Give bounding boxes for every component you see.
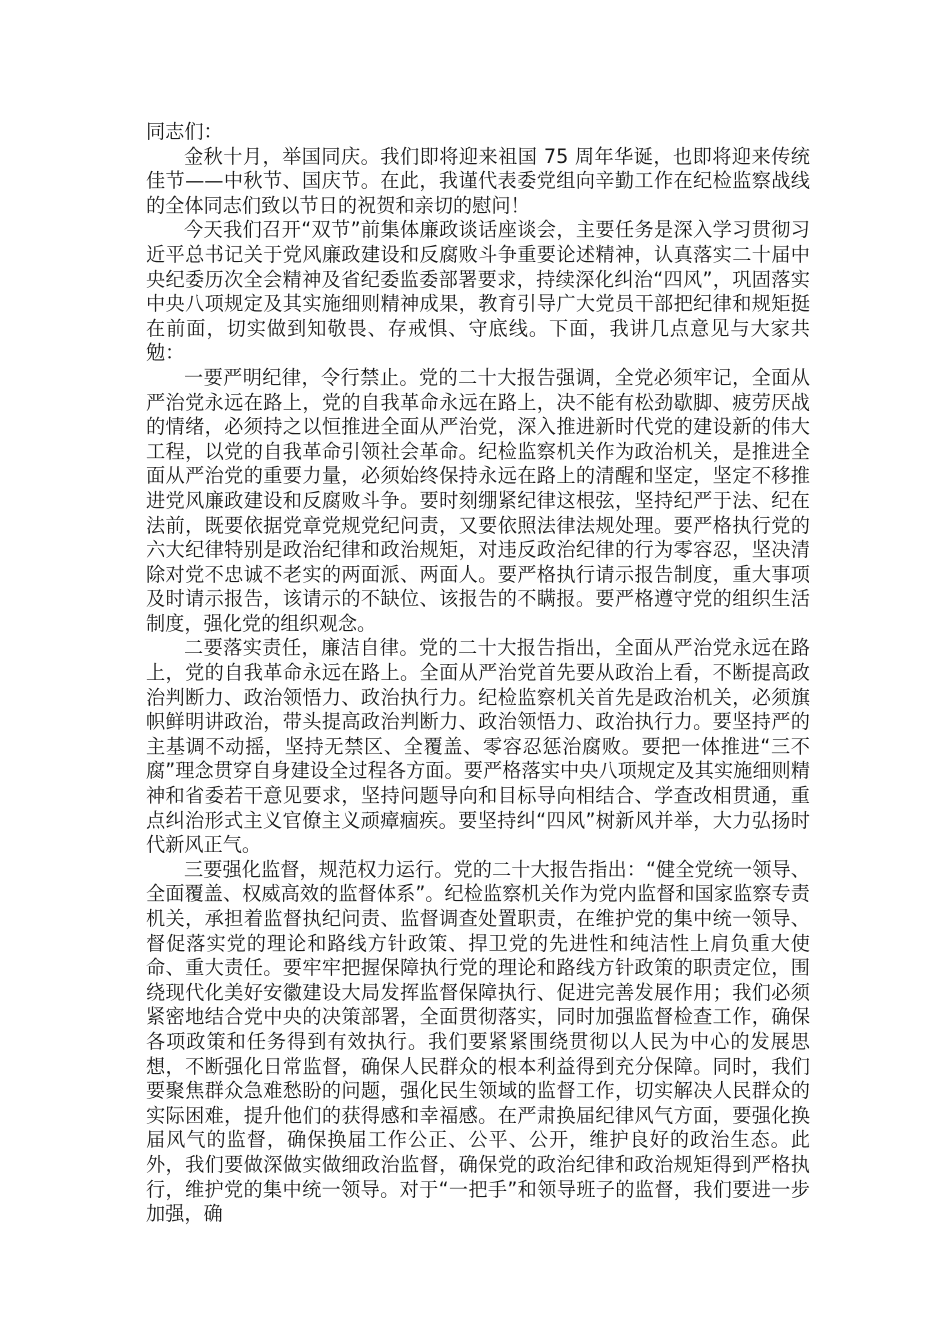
paragraph-point-two: 二要落实责任，廉洁自律。党的二十大报告指出，全面从严治党永远在路上，党的自我革命永远在路上。全面从严治党首先要从政治上看，不断提高政治判断力、政治领悟力、政治执行力。纪检监察机关首先是政治机关，必须旗帜鲜明讲政治，带头提高政治判断力、政治领悟力、政治执行力。要坚持严的主基调不动摇，坚持无禁区、全覆盖、零容忍惩治腐败。要把一体推进“三不腐”理念贯穿自身建设全过程各方面。要严格落实中央八项规定及其实施细则精神和省委若干意见要求，坚持问题导向和目标导向相结合、学查改相贯通，重点纠治形式主义官僚主义顽瘴痼疾。要坚持纠“四风”树新风并举，大力弘扬时代新风正气。 [146,636,810,857]
document-page [146,120,810,1227]
paragraph-greeting: 金秋十月，举国同庆。我们即将迎来祖国 75 周年华诞，也即将迎来传统佳节——中秋节、国庆节。在此，我谨代表委党组向辛勤工作在纪检监察战线的全体同志们致以节日的祝贺和亲切的慰问！ [146,144,810,217]
salutation: 同志们： [146,120,223,143]
paragraph-introduction: 今天我们召开“双节”前集体廉政谈话座谈会，主要任务是深入学习贯彻习近平总书记关于党风廉政建设和反腐败斗争重要论述精神，认真落实二十届中央纪委历次全会精神及省纪委监委部署要求，持续深化纠治“四风”，巩固落实中央八项规定及其实施细则精神成果，教育引导广大党员干部把纪律和规矩挺在前面，切实做到知敬畏、存戒惧、守底线。下面，我讲几点意见与大家共勉： [146,218,810,365]
paragraph-point-one: 一要严明纪律，令行禁止。党的二十大报告强调，全党必须牢记，全面从严治党永远在路上，党的自我革命永远在路上，决不能有松劲歇脚、疲劳厌战的情绪，必须持之以恒推进全面从严治党，深入推进新时代党的建设新的伟大工程，以党的自我革命引领社会革命。纪检监察机关作为政治机关，是推进全面从严治党的重要力量，必须始终保持永远在路上的清醒和坚定，坚定不移推进党风廉政建设和反腐败斗争。要时刻绷紧纪律这根弦，坚持纪严于法、纪在法前，既要依据党章党规党纪问责，又要依照法律法规处理。要严格执行党的六大纪律特别是政治纪律和政治规矩，对违反政治纪律的行为零容忍，坚决清除对党不忠诚不老实的两面派、两面人。要严格执行请示报告制度，重大事项及时请示报告，该请示的不缺位、该报告的不瞒报。要严格遵守党的组织生活制度，强化党的组织观念。 [146,365,810,635]
paragraph-point-three: 三要强化监督，规范权力运行。党的二十大报告指出：“健全党统一领导、全面覆盖、权威高效的监督体系”。纪检监察机关作为党内监督和国家监察专责机关，承担着监督执纪问责、监督调查处置职责，在维护党的集中统一领导、督促落实党的理论和路线方针政策、捍卫党的先进性和纯洁性上肩负重大使命、重大责任。要牢牢把握保障执行党的理论和路线方针政策的职责定位，围绕现代化美好安徽建设大局发挥监督保障执行、促进完善发展作用；我们必须紧密地结合党中央的决策部署，全面贯彻落实，同时加强监督检查工作，确保各项政策和任务得到有效执行。我们要紧紧围绕贯彻以人民为中心的发展思想，不断强化日常监督，确保人民群众的根本利益得到充分保障。同时，我们要聚焦群众急难愁盼的问题，强化民生领域的监督工作，切实解决人民群众的实际困难，提升他们的获得感和幸福感。在严肃换届纪律风气方面，要强化换届风气的监督，确保换届工作公正、公平、公开，维护良好的政治生态。此外，我们要做深做实做细政治监督，确保党的政治纪律和政治规矩得到严格执行，维护党的集中统一领导。对于“一把手”和领导班子的监督，我们要进一步加强，确 [146,857,810,1226]
